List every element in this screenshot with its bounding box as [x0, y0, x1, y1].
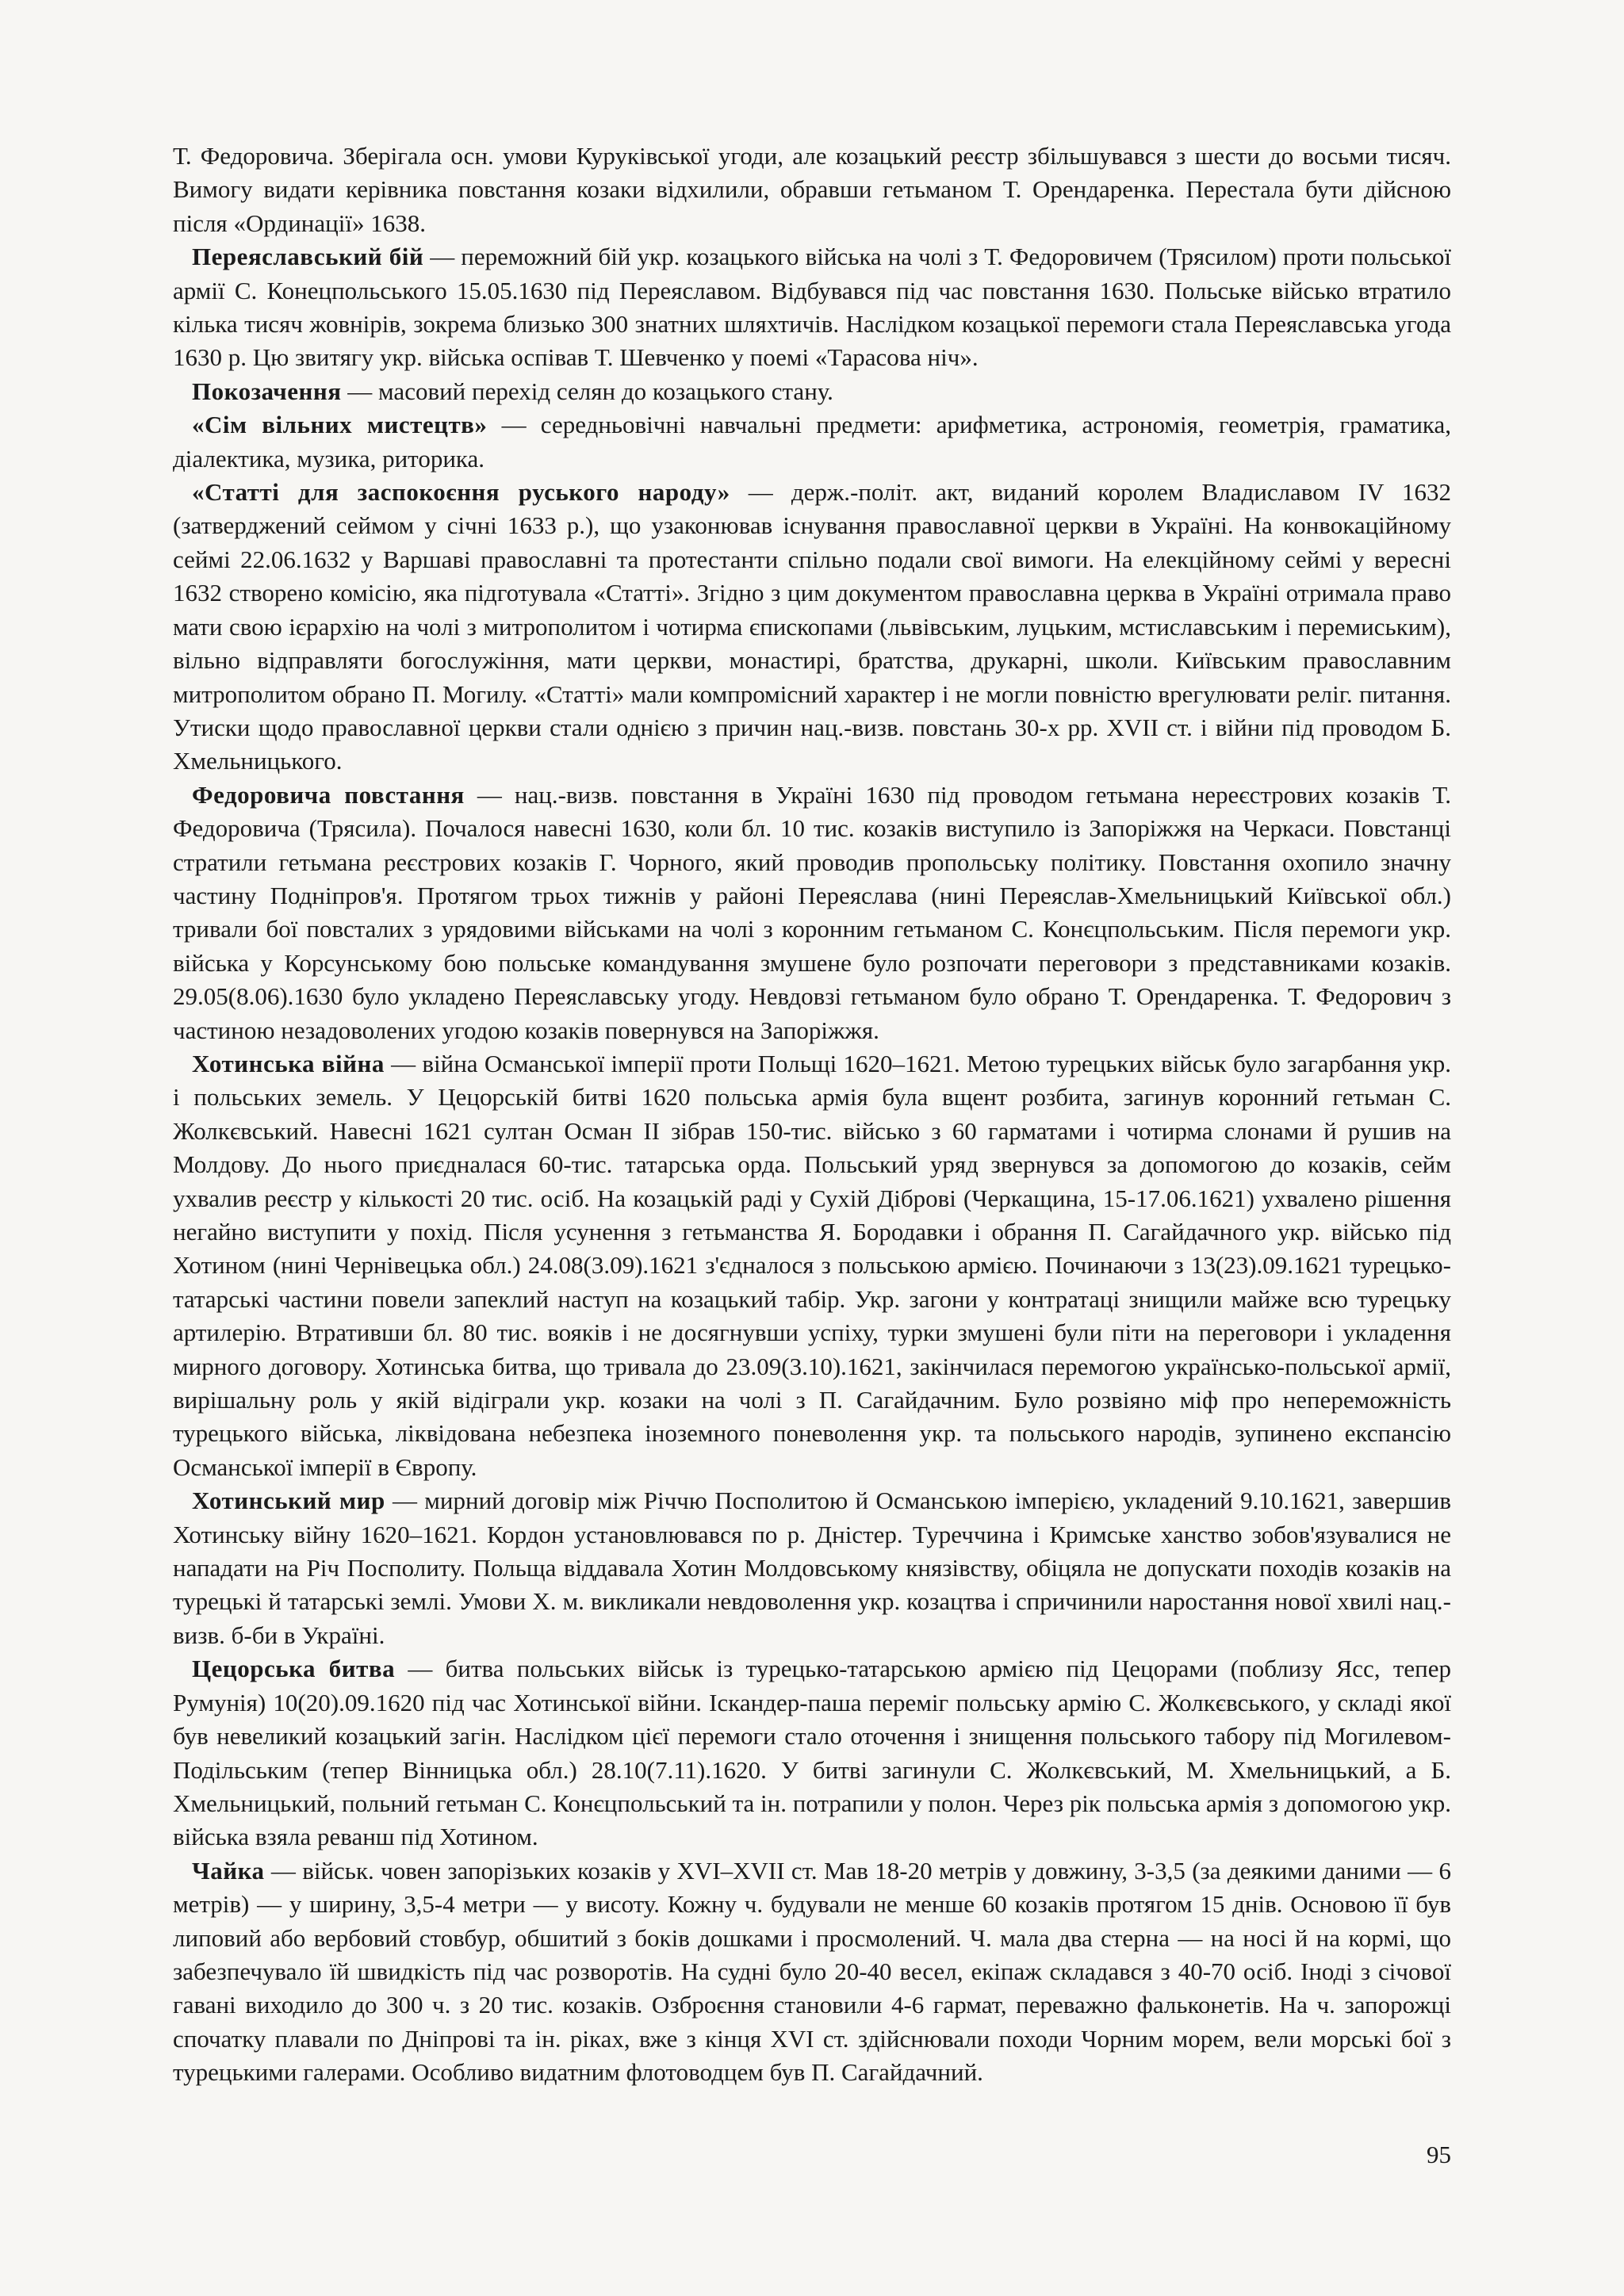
entry-text: — битва польських військ із турецько-татарською армією під Цецорами (поблизу Ясс, тепер Румунія) 10(20).09.1620 під час Хотинської війни. Іскандер-паша переміг польську армію С. Жолкєвського, у складі якої був невеликий козацький загін. Наслідком цієї перемоги стало оточення і знищення польського табору під Могилевом-Подільським (тепер Вінницька обл.) 28.10(7.11).1620. У битві загинули С. Жолкєвський, М. Хмельницький, а Б. Хмельницький, польний гетьман С. Конєцпольський та ін. потрапили у полон. Через рік польська армія з допомогою укр. війська взяла реванш під Хотином. [173, 1655, 1451, 1851]
entry-term: Чайка [192, 1856, 265, 1885]
entry-khotyn-war [173, 1047, 1451, 1484]
entry-pereiaslav-battle [173, 240, 1451, 375]
entry-term: Хотинська війна [192, 1049, 385, 1077]
entry-tsetsora-battle [173, 1652, 1451, 1854]
entry-term: «Статті для заспокоєння руського народу» [192, 478, 730, 507]
entry-term: Цецорська битва [192, 1655, 396, 1683]
entry-seven-liberal-arts [173, 408, 1451, 476]
entry-text: — мирний договір між Річчю Посполитою й Османською імперією, укладений 9.10.1621, завершив Хотинську війну 1620–1621. Кордон установлювався по р. Дністер. Туреччина і Кримське ханство зобов'язувалися не нападати на Річ Посполиту. Польща віддавала Хотин Молдовському князівству, обіцяла не допускати походів козаків на турецькі й татарські землі. Умови Х. м. викликали невдоволення укр. козацтва і спричинили наростання нової хвилі нац.-визв. б-би в Україні. [173, 1487, 1451, 1649]
entry-fedorovych-uprising [173, 779, 1451, 1047]
entry-text: — війна Османської імперії проти Польщі 1620–1621. Метою турецьких військ було загарбання укр. і польських земель. У Цецорській битві 1620 польська армія була вщент розбита, загинув коронний гетьман С. Жолкєвський. Навесні 1621 султан Осман II зібрав 150-тис. військо з 60 гарматами і чотирма слонами й рушив на Молдову. До нього приєдналася 60-тис. татарська орда. Польський уряд звернувся за допомогою до козаків, сейм ухвалив реєстр у кількості 20 тис. осіб. На козацькій раді у Сухій Діброві (Черкащина, 15-17.06.1621) ухвалено рішення негайно виступити у похід. Після усунення з гетьманства Я. Бородавки і обрання П. Сагайдачного укр. військо під Хотином (нині Чернівецька обл.) 24.08(3.09).1621 з'єдналося з польською армією. Починаючи з 13(23).09.1621 турецько-татарські частини повели запеклий наступ на козацький табір. Укр. загони у контратаці знищили майже всю турецьку артилерію. Втративши бл. 80 тис. вояків і не досягнувши успіху, турки змушені були піти на переговори і укладення мирного договору. Хотинська битва, що тривала до 23.09(3.10).1621, закінчилася перемогою українсько-польської армії, вирішальну роль у якій відіграли укр. козаки на чолі з П. Сагайдачним. Було розвіяно міф про непереможність турецького війська, ліквідована небезпека іноземного поневолення укр. та польського народів, зупинено експансію Османської імперії в Європу. [173, 1049, 1451, 1481]
entry-text: — військ. човен запорізьких козаків у XVI–XVII ст. Мав 18-20 метрів у довжину, 3-3,5 (за деякими даними — 6 метрів) — у ширину, 3,5-4 метри — у висоту. Кожну ч. будували не менше 60 козаків протягом 15 днів. Основою її був липовий або вербовий стовбур, обшитий з боків дошками і просмолений. Ч. мала два стерна — на носі й на кормі, що забезпечувало їй швидкість під час розворотів. На судні було 20-40 весел, екіпаж складався з 40-70 осіб. Іноді з січової гавані виходило до 300 ч. з 20 тис. козаків. Озброєння становили 4-6 гармат, переважно фальконетів. На ч. запорожці спочатку плавали по Дніпрові та ін. ріках, вже з кінця XVI ст. здійснювали походи Чорним морем, вели морські бої з турецькими галерами. Особливо видатним флотоводцем був П. Сагайдачний. [173, 1856, 1451, 2087]
entry-term: Покозачення [192, 377, 342, 405]
entry-text: Т. Федоровича. Зберігала осн. умови Куруківської угоди, але козацький реєстр збільшувався з шести до восьми тисяч. Вимогу видати керівника повстання козаки відхилили, обравши гетьманом Т. Орендаренка. Перестала бути дійсною після «Ординації» 1638. [173, 142, 1451, 237]
entry-text: — нац.-визв. повстання в Україні 1630 під проводом гетьмана нереєстрових козаків Т. Федоровича (Трясила). Почалося навесні 1630, коли бл. 10 тис. козаків виступило із Запоріжжя на Черкаси. Повстанці стратили гетьмана реєстрових козаків Г. Чорного, який проводив пропольську політику. Повстання охопило значну частину Подніпров'я. Протягом трьох тижнів у районі Переяслава (нині Переяслав-Хмельницький Київської обл.) тривали бої повсталих з урядовими військами на чолі з коронним гетьманом С. Конєцпольським. Після перемоги укр. війська у Корсунському бою польське командування змушене було розпочати переговори з представниками козаків. 29.05(8.06).1630 було укладено Переяславську угоду. Невдовзі гетьманом було обрано Т. Орендаренка. Т. Федорович з частиною незадоволених угодою козаків повернувся на Запоріжжя. [173, 780, 1452, 1044]
page-number: 95 [1427, 2141, 1451, 2168]
entry-chaika [173, 1854, 1451, 2090]
entry-khotyn-peace [173, 1484, 1451, 1652]
entry-term: Хотинський мир [192, 1487, 385, 1515]
entry-text: — масовий перехід селян до козацького стану. [341, 377, 833, 405]
entry-text: — середньовічні навчальні предмети: арифметика, астрономія, геометрія, граматика, діалектика, музика, риторика. [173, 411, 1452, 473]
entry-continuation [173, 140, 1451, 240]
entry-term: «Сім вільних мистецтв» [192, 411, 488, 439]
entry-text: — держ.-політ. акт, виданий королем Владиславом IV 1632 (затверджений сеймом у січні 1633 р.), що узаконював існування православної церкви в Україні. На конвокаційному сеймі 22.06.1632 у Варшаві православні та протестанти спільно подали свої вимоги. На елекційному сеймі у вересні 1632 створено комісію, яка підготувала «Статті». Згідно з цим документом православна церква в Україні отримала право мати свою ієрархію на чолі з митрополитом і чотирма єпископами (львівським, луцьким, мстиславським і перемиським), вільно відправляти богослужіння, мати церкви, монастирі, братства, друкарні, школи. Київським православним митрополитом обрано П. Могилу. «Статті» мали компромісний характер і не могли повністю врегулювати реліг. питання. Утиски щодо православної церкви стали однією з причин нац.-визв. повстань 30-х рр. XVII ст. і війни під проводом Б. Хмельницького. [173, 478, 1451, 775]
entry-pokozachennia [173, 375, 1451, 408]
entry-term: Переяславський бій [192, 243, 424, 271]
entry-term: Федоровича повстання [192, 780, 465, 809]
entry-statti [173, 476, 1451, 779]
entry-text: — переможний бій укр. козацького війська на чолі з Т. Федоровичем (Трясилом) проти польської армії С. Конецпольського 15.05.1630 під Переяславом. Відбувався під час повстання 1630. Польське військо втратило кілька тисяч жовнірів, зокрема близько 300 знатних шляхтичів. Наслідком козацької перемоги стала Переяславська угода 1630 р. Цю звитягу укр. війська оспівав Т. Шевченко у поемі «Тарасова ніч». [173, 243, 1452, 372]
